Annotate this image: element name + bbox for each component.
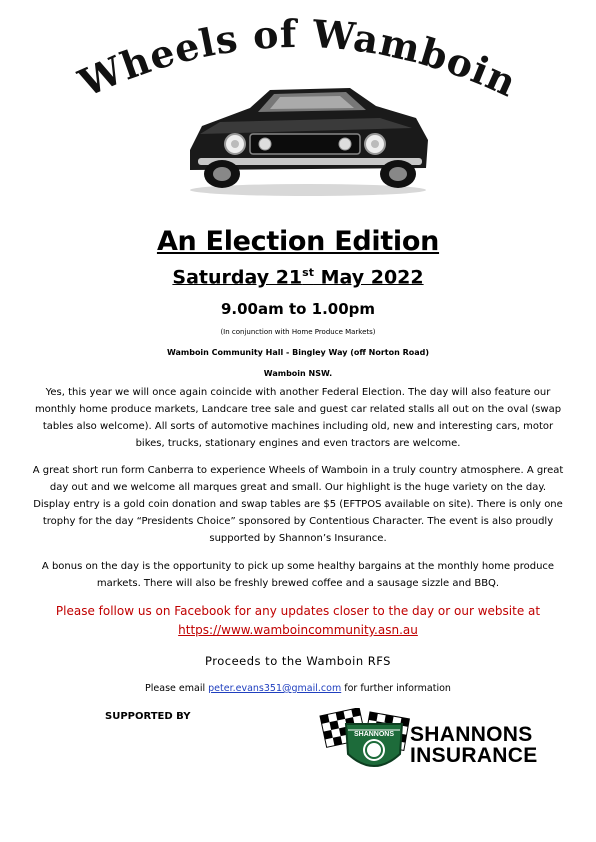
- venue: Wamboin Community Hall - Bingley Way (off Norton Road): [166, 348, 430, 357]
- logo-badge-text: SHANNONS: [353, 731, 395, 738]
- muscle-car-image: [180, 78, 435, 198]
- paragraph-3: A bonus on the day is the opportunity to pick up some healthy bargains at the monthly home produce markets. There will also be freshly brewed coffee and a sausage sizzle and BBQ.: [41, 561, 555, 589]
- conjunction-note: (In conjunction with Home Produce Markets): [220, 328, 376, 336]
- follow-notice: Please follow us on Facebook for any updates closer to the day or our website at https://www.wamboincommunity.asn.au: [55, 604, 541, 637]
- town: Wamboin NSW.: [263, 369, 333, 378]
- email-line: Please email peter.evans351@gmail.com for further information: [145, 683, 451, 694]
- website-link[interactable]: https://www.wamboincommunity.asn.au: [178, 623, 418, 637]
- headline: An Election Edition: [156, 226, 440, 257]
- event-time: 9.00am to 1.00pm: [220, 300, 376, 318]
- email-link[interactable]: peter.evans351@gmail.com: [208, 683, 342, 694]
- paragraph-1: Yes, this year we will once again coincide with another Federal Election. The day will also feature our monthly home produce markets, Landcare tree sale and guest car related stalls all out on the oval (swap tables also welcome). All sorts of automotive machines including old, new and interesting cars, motor bikes, trucks, stationary engines and even tractors are welcome.: [34, 387, 562, 449]
- proceeds-note: Proceeds to the Wamboin RFS: [205, 654, 391, 668]
- sponsor-name: SHANNONS INSURANCE: [410, 723, 538, 767]
- supported-by-label: SUPPORTED BY: [105, 711, 191, 722]
- title-text: Wheels of Wamboin: [72, 10, 524, 106]
- paragraph-2: A great short run form Canberra to experience Wheels of Wamboin in a truly country atmosphere. A great day out and we welcome all marques great and small. Our highlight is the huge variety on the day. Display entry is a gold coin donation and swap tables are $5 (EFTPOS available on site). There is only one trophy for the day “Presidents Choice” sponsored by Contentious Character. The event is also proudly supported by Shannon’s Insurance.: [32, 465, 564, 544]
- event-date: Saturday 21st May 2022: [172, 266, 424, 289]
